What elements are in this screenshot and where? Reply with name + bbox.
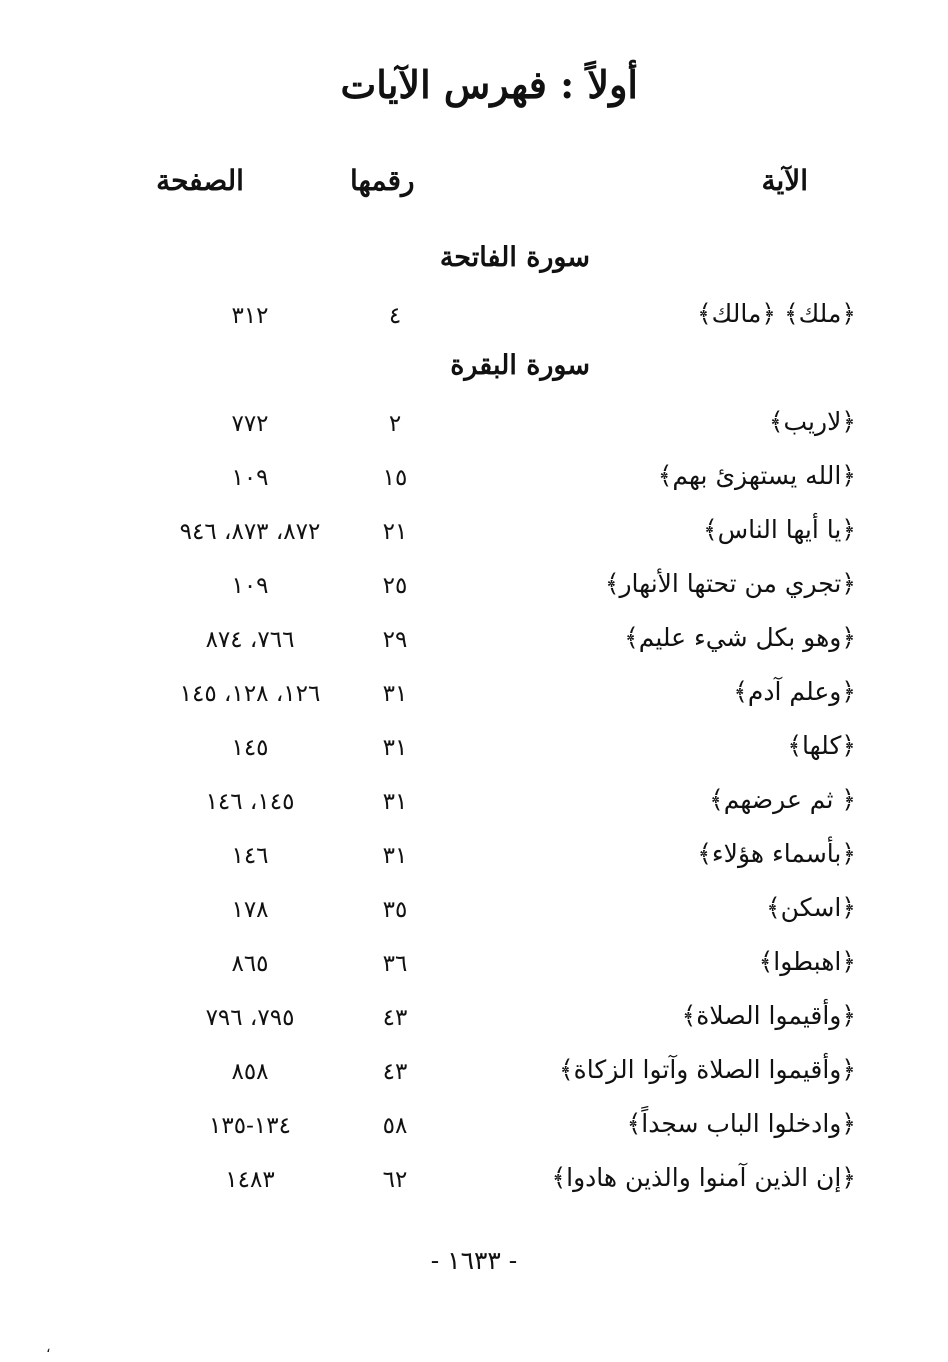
ayah-number: ٢٩ xyxy=(382,627,408,653)
ayah-number: ٢١ xyxy=(382,519,408,545)
column-header-page: الصفحة xyxy=(156,164,244,197)
column-header-number: رقمها xyxy=(350,164,415,197)
ayah-text: ﴿وادخلوا الباب سجداً﴾ xyxy=(626,1109,856,1138)
surah-heading-baqarah: سورة البقرة xyxy=(450,350,590,381)
ayah-text: ﴿ ثم عرضهم﴾ xyxy=(709,785,856,814)
ayah-text: ﴿وأقيموا الصلاة وآتوا الزكاة﴾ xyxy=(558,1055,856,1084)
ayah-number: ٣١ xyxy=(382,735,408,761)
page-refs: ٧٧٢ xyxy=(231,411,269,437)
ayah-text: ﴿اسكن﴾ xyxy=(765,893,856,922)
page-refs: ١٤٦ xyxy=(231,843,269,869)
ayah-number: ٦٢ xyxy=(382,1167,408,1193)
page-refs: ٧٩٥، ٧٩٦ xyxy=(205,1005,295,1031)
ayah-text: ﴿وعلم آدم﴾ xyxy=(733,677,856,706)
ayah-number: ٤٣ xyxy=(382,1005,408,1031)
ayah-number: ٣١ xyxy=(382,789,408,815)
ayah-number: ٣٦ xyxy=(382,951,408,977)
column-header-ayah: الآية xyxy=(761,164,808,197)
surah-heading-fatiha: سورة الفاتحة xyxy=(439,242,590,273)
page-number: - ١٦٣٣ - xyxy=(430,1246,518,1275)
ayah-text: ﴿اهبطوا﴾ xyxy=(758,947,856,976)
page-refs: ١٠٩ xyxy=(231,573,269,599)
page-refs: ١٤٨٣ xyxy=(225,1167,275,1193)
page-refs: ١٣٤-١٣٥ xyxy=(209,1113,291,1139)
ayah-number: ٢٥ xyxy=(382,573,408,599)
ayah-text: ﴿كلها﴾ xyxy=(787,731,856,760)
ayah-text: ﴿لاريب﴾ xyxy=(768,407,856,436)
ayah-number: ٥٨ xyxy=(382,1113,408,1139)
ayah-text: ﴿ملك﴾ ﴿مالك﴾ xyxy=(697,299,856,328)
ayah-number: ٣٥ xyxy=(382,897,408,923)
page-refs: ٨٧٢، ٨٧٣، ٩٤٦ xyxy=(179,519,321,545)
ayah-text: ﴿بأسماء هؤلاء﴾ xyxy=(697,839,856,868)
ayah-text: ﴿إن الذين آمنوا والذين هادوا﴾ xyxy=(551,1163,856,1192)
ayah-text: ﴿الله يستهزئ بهم﴾ xyxy=(657,461,856,490)
corner-mark: ، xyxy=(46,1340,51,1356)
page-refs: ٧٦٦، ٨٧٤ xyxy=(205,627,295,653)
ayah-number: ٤٣ xyxy=(382,1059,408,1085)
page-title: أولاً : فهرس الآيات xyxy=(340,62,638,107)
page-refs: ١٢٦، ١٢٨، ١٤٥ xyxy=(179,681,321,707)
ayah-number: ٤ xyxy=(388,303,402,329)
page-refs: ١٧٨ xyxy=(231,897,269,923)
page-refs: ٨٦٥ xyxy=(231,951,269,977)
ayah-text: ﴿وأقيموا الصلاة﴾ xyxy=(681,1001,856,1030)
page-refs: ٣١٢ xyxy=(231,303,269,329)
page-refs: ٨٥٨ xyxy=(231,1059,269,1085)
ayah-number: ١٥ xyxy=(382,465,408,491)
ayah-number: ٢ xyxy=(388,411,402,437)
ayah-number: ٣١ xyxy=(382,843,408,869)
page-refs: ١٤٥ xyxy=(231,735,269,761)
ayah-text: ﴿تجري من تحتها الأنهار﴾ xyxy=(604,569,856,598)
ayah-text: ﴿يا أيها الناس﴾ xyxy=(702,515,856,544)
page-refs: ١٤٥، ١٤٦ xyxy=(205,789,295,815)
ayah-text: ﴿وهو بكل شيء عليم﴾ xyxy=(624,623,856,652)
page-refs: ١٠٩ xyxy=(231,465,269,491)
ayah-number: ٣١ xyxy=(382,681,408,707)
